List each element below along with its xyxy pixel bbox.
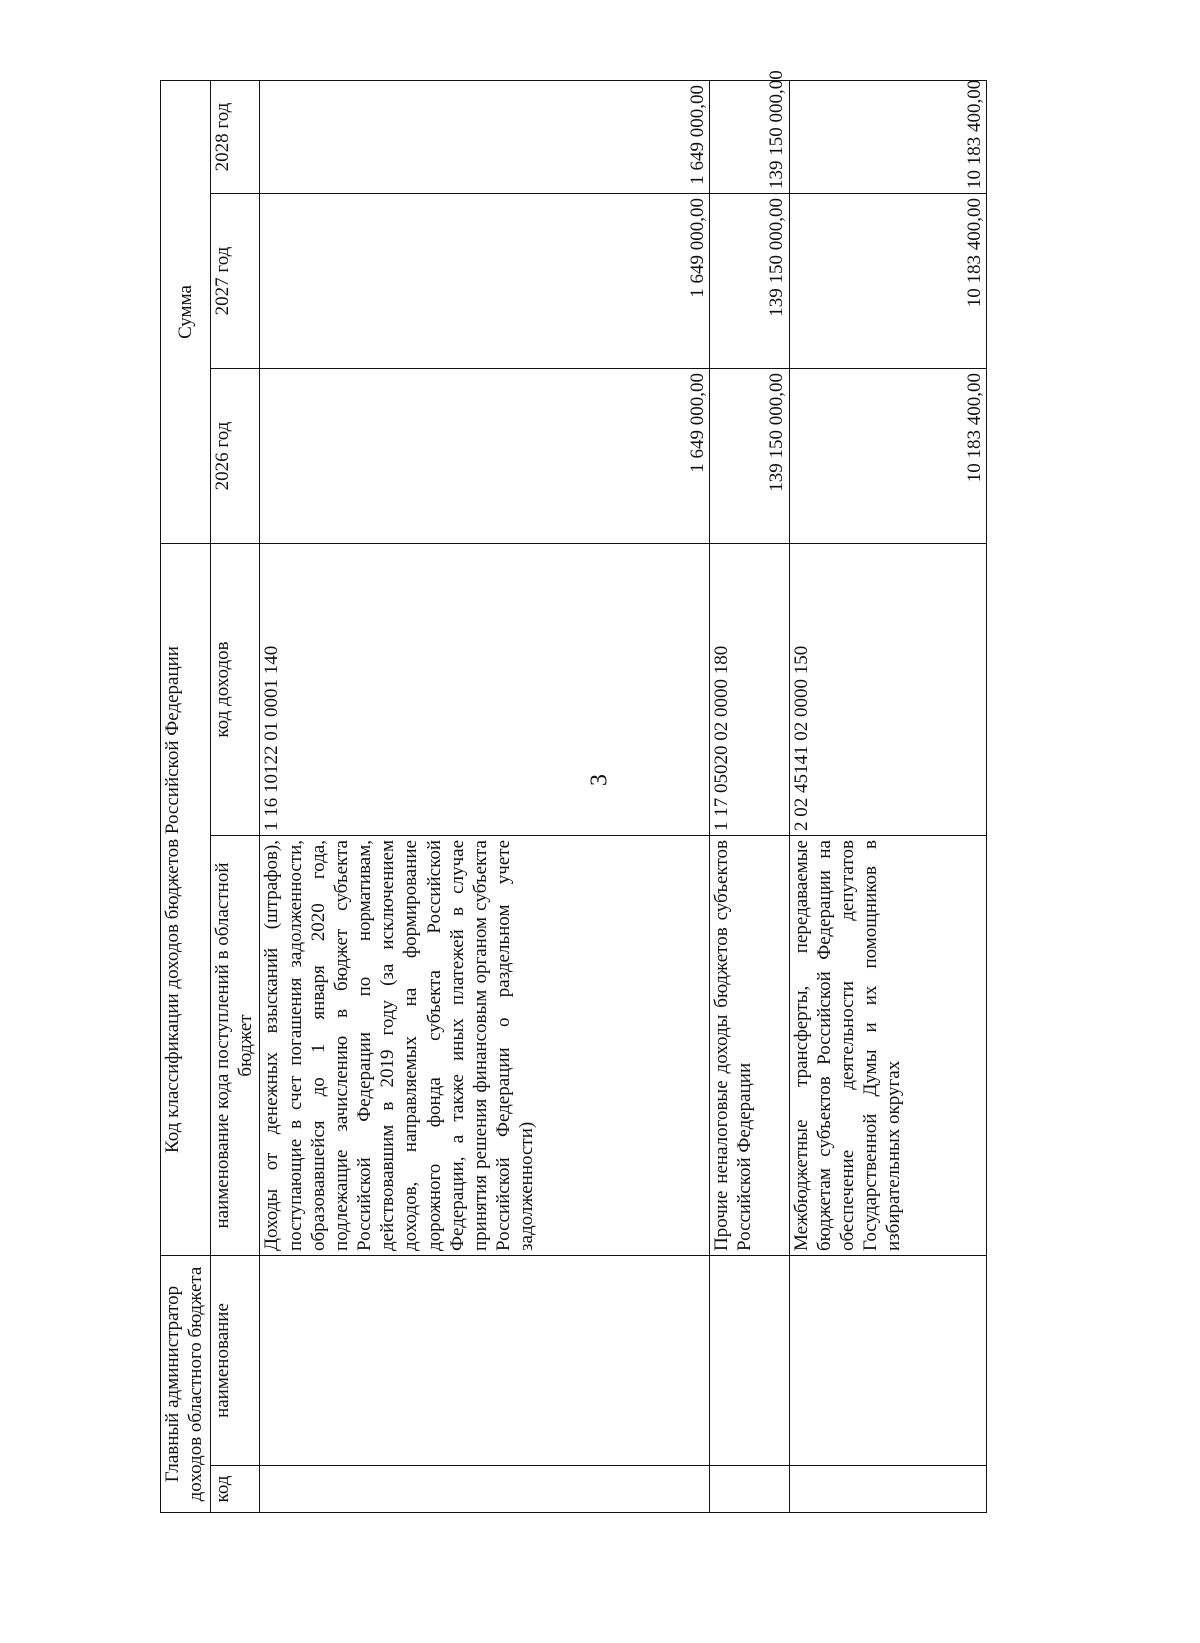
- row-income-name: Доходы от денежных взысканий (штрафов), поступающие в счет погашения задолженности, образовавшейся до 1 января 2020 года, подлежащие зачислению в бюджет субъекта Российской Федерации по нормативам, действовавшим в 2019 году (за исключением доходов, направляемых на формирование дорожного фонда субъекта Российской Федерации, а также иных платежей в случае принятия решения финансовым органом субъекта Российской Федерации о раздельном учете задолженности): [260, 836, 709, 1256]
- row-admin-name: [260, 1256, 709, 1466]
- page-number-text: 3: [586, 774, 613, 786]
- table-row: [260, 81, 709, 1513]
- header-year-2027: 2027 год: [210, 194, 260, 369]
- row-sum-2028: 139 150 000,00: [709, 81, 789, 194]
- row-admin-name: [709, 1256, 789, 1466]
- table-row: [709, 81, 789, 1513]
- header-classification-name: наименование кода поступлений в областной бюджет: [210, 836, 260, 1256]
- rotated-table-frame: [160, 70, 987, 1513]
- row-income-name: Прочие неналоговые доходы бюджетов субъектов Российской Федерации: [709, 836, 789, 1256]
- row-sum-2026: 139 150 000,00: [709, 369, 789, 544]
- row-sum-2026: 10 183 400,00: [789, 369, 986, 544]
- revenue-table: [160, 70, 987, 1513]
- header-classification-code: код доходов: [210, 544, 260, 836]
- row-admin-name: [789, 1256, 986, 1466]
- row-admin-code: [709, 1466, 789, 1513]
- header-admin-name: наименование: [210, 1256, 260, 1466]
- row-sum-2028: 10 183 400,00: [789, 81, 986, 194]
- row-income-code: 1 16 10122 01 0001 140: [260, 544, 709, 836]
- row-income-code: 1 17 05020 02 0000 180: [709, 544, 789, 836]
- table-row: [789, 81, 986, 1513]
- header-row-2: [210, 81, 260, 1513]
- row-sum-2027: 1 649 000,00: [260, 194, 709, 369]
- row-admin-code: [260, 1466, 709, 1513]
- row-admin-code: [789, 1466, 986, 1513]
- header-classification-group: Код классификации доходов бюджетов Российской Федерации: [161, 544, 211, 1256]
- row-income-name: Межбюджетные трансферты, передаваемые бюджетам субъектов Российской Федерации на обеспечение деятельности депутатов Государственной Думы и их помощников в избирательных округах: [789, 836, 986, 1256]
- header-row-1: [161, 81, 211, 1513]
- row-sum-2026: 1 649 000,00: [260, 369, 709, 544]
- row-sum-2027: 139 150 000,00: [709, 194, 789, 369]
- header-year-2026: 2026 год: [210, 369, 260, 544]
- header-year-2028: 2028 год: [210, 81, 260, 194]
- row-income-code: 2 02 45141 02 0000 150: [789, 544, 986, 836]
- header-sum-group: Сумма: [161, 81, 211, 544]
- header-admin-code: код: [210, 1466, 260, 1513]
- header-admin-group: Главный администратор доходов областного бюджета: [161, 1256, 211, 1513]
- row-sum-2028: 1 649 000,00: [260, 81, 709, 194]
- row-sum-2027: 10 183 400,00: [789, 194, 986, 369]
